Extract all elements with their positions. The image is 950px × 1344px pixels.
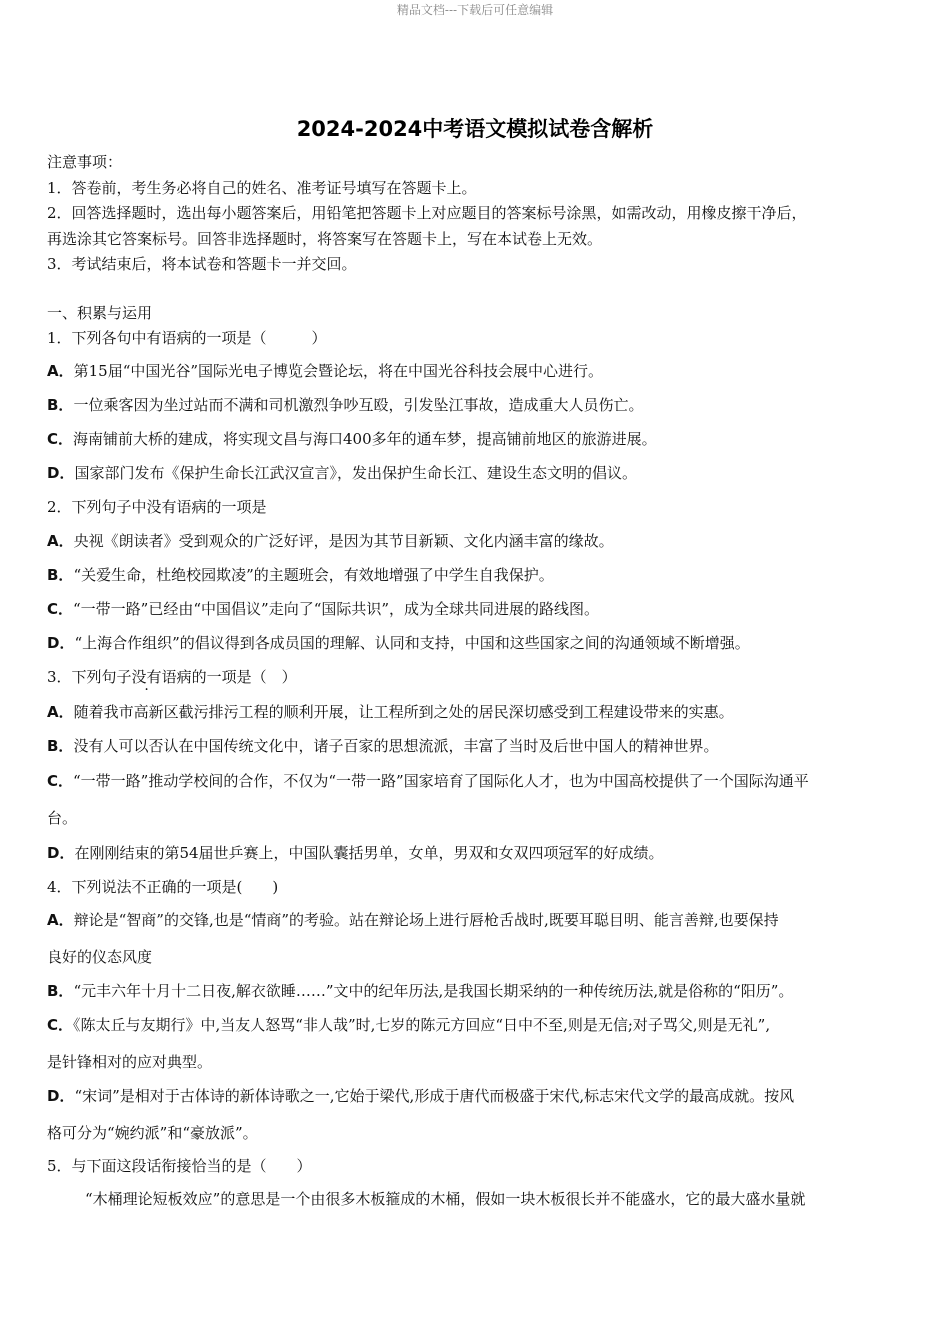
option-b: B．没有人可以否认在中国传统文化中，诸子百家的思想流派，丰富了当时及后世中国人的精神世界。	[47, 737, 719, 755]
header-note: 精品文档---下载后可任意编辑	[396, 3, 554, 17]
option-b: B．一位乘客因为坐过站而不满和司机激烈争吵互殴，引发坠江事故，造成重大人员伤亡。	[47, 396, 644, 414]
question-stem: 2．下列句子中没有语病的一项是	[47, 498, 267, 516]
question-stem: 1．下列各句中有语病的一项是（ ）	[47, 329, 327, 347]
option-a: A．央视《朗读者》受到观众的广泛好评，是因为其节目新颖、文化内涵丰富的缘故。	[47, 532, 614, 550]
question-stem: 4．下列说法不正确的一项是( )	[47, 878, 279, 896]
option-a: A．随着我市高新区截污排污工程的顺利开展，让工程所到之处的居民深切感受到工程建设带来的实惠。	[47, 703, 734, 721]
option-b: B．“元丰六年十月十二日夜,解衣欲睡……”文中的纪年历法,是我国长期采纳的一种传统历法,就是俗称的“阳历”。	[47, 982, 794, 1000]
option-c: C．《陈太丘与友期行》中,当友人怒骂“非人哉”时,七岁的陈元方回应“日中不至,则是无信;对子骂父,则是无礼”,	[47, 1016, 771, 1034]
notice-item: 1．答卷前，考生务必将自己的姓名、准考证号填写在答题卡上。	[47, 179, 477, 197]
option-a: A．第15届“中国光谷”国际光电子博览会暨论坛，将在中国光谷科技会展中心进行。	[47, 362, 604, 380]
option-c-cont: 是针锋相对的应对典型。	[47, 1053, 213, 1071]
notice-heading: 注意事项：	[47, 153, 123, 171]
option-a: A．辩论是“智商”的交锋,也是“情商”的考验。站在辩论场上进行唇枪舌战时,既要耳聪目明、能言善辩,也要保持	[47, 911, 779, 929]
notice-item: 2．回答选择题时，选出每小题答案后，用铅笔把答题卡上对应题目的答案标号涂黑，如需改动，用橡皮擦干净后，	[47, 204, 807, 222]
notice-item: 再选涂其它答案标号。回答非选择题时，将答案写在答题卡上，写在本试卷上无效。	[47, 230, 603, 248]
emphasis-text: 没有	[131, 668, 162, 686]
option-a-cont: 良好的仪态风度	[47, 948, 153, 966]
question-stem: 3．下列句子没有语病的一项是（ ）	[47, 668, 297, 686]
option-d: D．“上海合作组织”的倡议得到各成员国的理解、认同和支持，中国和这些国家之间的沟通领域不断增强。	[47, 634, 750, 652]
section-heading: 一、积累与运用	[47, 304, 153, 322]
option-d: D．国家部门发布《保护生命长江武汉宣言》，发出保护生命长江、建设生态文明的倡议。	[47, 464, 637, 482]
option-c-cont: 台。	[47, 809, 78, 827]
option-c: C．“一带一路”推动学校间的合作，不仅为“一带一路”国家培育了国际化人才，也为中国高校提供了一个国际沟通平	[47, 772, 809, 790]
option-c: C．海南铺前大桥的建成，将实现文昌与海口400多年的通车梦，提高铺前地区的旅游进展。	[47, 430, 657, 448]
option-d: D．在刚刚结束的第54届世乒赛上，中国队囊括男单，女单，男双和女双四项冠军的好成绩。	[47, 844, 664, 862]
option-d-cont: 格可分为“婉约派”和“豪放派”。	[47, 1124, 258, 1142]
option-d: D．“宋词”是相对于古体诗的新体诗歌之一,它始于梁代,形成于唐代而极盛于宋代,标志宋代文学的最高成就。按风	[47, 1087, 795, 1105]
page-title: 2024-2024中考语文模拟试卷含解析	[296, 117, 654, 141]
question-stem: 5．与下面这段话衔接恰当的是（ ）	[47, 1157, 312, 1175]
passage-text: “木桶理论短板效应”的意思是一个由很多木板箍成的木桶，假如一块木板很长并不能盛水，它的最大盛水量就	[85, 1190, 806, 1208]
option-c: C．“一带一路”已经由“中国倡议”走向了“国际共识”，成为全球共同进展的路线图。	[47, 600, 600, 618]
option-b: B．“关爱生命，杜绝校园欺凌”的主题班会，有效地增强了中学生自我保护。	[47, 566, 554, 584]
notice-item: 3．考试结束后，将本试卷和答题卡一并交回。	[47, 255, 357, 273]
